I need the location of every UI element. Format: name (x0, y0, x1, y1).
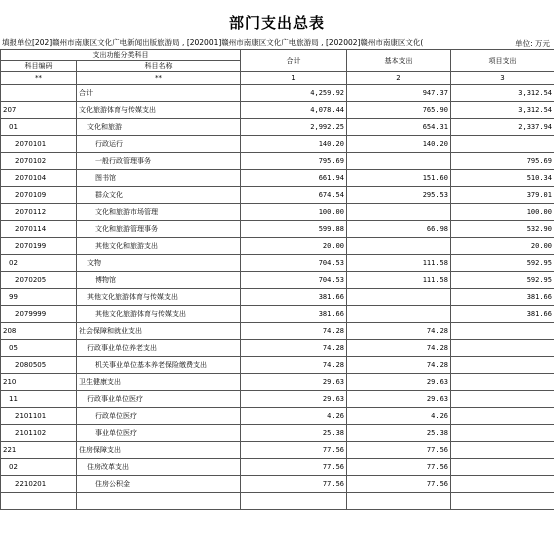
row-project: 795.69 (451, 153, 554, 170)
row-name: 博物馆 (77, 272, 241, 289)
row-project: 100.00 (451, 204, 554, 221)
expenditure-table (0, 49, 554, 510)
row-project: 592.95 (451, 255, 554, 272)
row-code: 208 (1, 323, 77, 340)
row-total: 704.53 (241, 272, 347, 289)
row-name: 一般行政管理事务 (77, 153, 241, 170)
row-project (451, 459, 554, 476)
row-code: 2070102 (1, 153, 77, 170)
report-title: 部门支出总表 (228, 14, 325, 32)
row-basic (347, 306, 451, 323)
row-project (451, 476, 554, 493)
header-star-code: ** (1, 72, 77, 85)
row-project: 532.90 (451, 221, 554, 238)
row-basic: 111.58 (347, 255, 451, 272)
row-basic: 4.26 (347, 408, 451, 425)
row-basic: 140.20 (347, 136, 451, 153)
row-code: 221 (1, 442, 77, 459)
header-col-1: 1 (241, 72, 347, 85)
table-row (1, 170, 554, 187)
row-name: 卫生健康支出 (77, 374, 241, 391)
row-basic: 29.63 (347, 374, 451, 391)
row-basic: 295.53 (347, 187, 451, 204)
table-row (1, 272, 554, 289)
row-total: 381.66 (241, 289, 347, 306)
table-row (1, 425, 554, 442)
row-total: 674.54 (241, 187, 347, 204)
row-project: 510.34 (451, 170, 554, 187)
table-row (1, 255, 554, 272)
header-project: 项目支出 (451, 50, 554, 72)
row-code (1, 85, 77, 102)
row-total (241, 493, 347, 510)
row-name: 合计 (77, 85, 241, 102)
row-total: 29.63 (241, 374, 347, 391)
row-basic: 77.56 (347, 476, 451, 493)
header-basic: 基本支出 (347, 50, 451, 72)
row-name: 文化和旅游 (77, 119, 241, 136)
row-basic (347, 238, 451, 255)
row-total: 4,078.44 (241, 102, 347, 119)
row-total: 661.94 (241, 170, 347, 187)
row-code: 2070101 (1, 136, 77, 153)
row-project (451, 425, 554, 442)
row-name: 事业单位医疗 (77, 425, 241, 442)
row-code: 207 (1, 102, 77, 119)
row-basic: 111.58 (347, 272, 451, 289)
header-total: 合计 (241, 50, 347, 72)
row-basic: 74.28 (347, 357, 451, 374)
row-project (451, 340, 554, 357)
row-basic: 77.56 (347, 442, 451, 459)
row-basic: 947.37 (347, 85, 451, 102)
row-code: 01 (1, 119, 77, 136)
row-total: 77.56 (241, 476, 347, 493)
row-code: 2080505 (1, 357, 77, 374)
row-project (451, 357, 554, 374)
row-project (451, 493, 554, 510)
row-code: 2210201 (1, 476, 77, 493)
row-name: 行政运行 (77, 136, 241, 153)
row-project (451, 391, 554, 408)
header-code: 科目编码 (1, 61, 77, 72)
table-row (1, 153, 554, 170)
row-basic: 74.28 (347, 323, 451, 340)
row-project (451, 136, 554, 153)
row-total: 704.53 (241, 255, 347, 272)
row-name: 文化和旅游管理事务 (77, 221, 241, 238)
row-total: 140.20 (241, 136, 347, 153)
row-total: 599.88 (241, 221, 347, 238)
row-name: 文化旅游体育与传媒支出 (77, 102, 241, 119)
row-basic (347, 153, 451, 170)
row-basic (347, 204, 451, 221)
row-name: 行政单位医疗 (77, 408, 241, 425)
row-code: 2101102 (1, 425, 77, 442)
row-code: 2079999 (1, 306, 77, 323)
row-name: 文物 (77, 255, 241, 272)
row-basic: 29.63 (347, 391, 451, 408)
row-name: 其他文化旅游体育与传媒支出 (77, 306, 241, 323)
row-code: 02 (1, 459, 77, 476)
row-name: 群众文化 (77, 187, 241, 204)
row-basic: 66.98 (347, 221, 451, 238)
table-row (1, 85, 554, 102)
row-project: 381.66 (451, 306, 554, 323)
row-code: 02 (1, 255, 77, 272)
row-basic: 765.90 (347, 102, 451, 119)
row-basic: 74.28 (347, 340, 451, 357)
header-name: 科目名称 (77, 61, 241, 72)
row-code: 05 (1, 340, 77, 357)
row-code: 2070114 (1, 221, 77, 238)
row-total: 381.66 (241, 306, 347, 323)
row-total: 4.26 (241, 408, 347, 425)
row-project (451, 442, 554, 459)
row-total: 795.69 (241, 153, 347, 170)
table-row (1, 476, 554, 493)
row-code (1, 493, 77, 510)
table-row (1, 459, 554, 476)
row-name: 行政事业单位医疗 (77, 391, 241, 408)
header-col-3: 3 (451, 72, 554, 85)
row-project (451, 323, 554, 340)
row-project: 381.66 (451, 289, 554, 306)
table-row (1, 306, 554, 323)
report-meta-line (2, 37, 554, 49)
currency-unit-label: 单位: 万元 (515, 39, 550, 48)
row-name: 住房改革支出 (77, 459, 241, 476)
row-project (451, 374, 554, 391)
row-basic (347, 289, 451, 306)
row-total: 74.28 (241, 357, 347, 374)
table-row (1, 187, 554, 204)
row-basic: 654.31 (347, 119, 451, 136)
row-code: 11 (1, 391, 77, 408)
row-name: 其他文化和旅游支出 (77, 238, 241, 255)
table-row (1, 221, 554, 238)
row-code: 210 (1, 374, 77, 391)
table-row (1, 442, 554, 459)
row-basic: 77.56 (347, 459, 451, 476)
row-total: 77.56 (241, 459, 347, 476)
row-code: 2070112 (1, 204, 77, 221)
row-project: 592.95 (451, 272, 554, 289)
row-name: 文化和旅游市场管理 (77, 204, 241, 221)
table-row (1, 357, 554, 374)
row-project: 379.01 (451, 187, 554, 204)
row-project: 3,312.54 (451, 85, 554, 102)
table-row (1, 119, 554, 136)
row-project: 20.00 (451, 238, 554, 255)
row-total: 100.00 (241, 204, 347, 221)
row-code: 99 (1, 289, 77, 306)
row-name: 住房公积金 (77, 476, 241, 493)
table-row (1, 391, 554, 408)
row-name: 行政事业单位养老支出 (77, 340, 241, 357)
row-total: 29.63 (241, 391, 347, 408)
row-name (77, 493, 241, 510)
table-row (1, 340, 554, 357)
table-row (1, 493, 554, 510)
row-total: 77.56 (241, 442, 347, 459)
table-row (1, 408, 554, 425)
row-project: 2,337.94 (451, 119, 554, 136)
row-code: 2070199 (1, 238, 77, 255)
row-project (451, 408, 554, 425)
row-total: 25.38 (241, 425, 347, 442)
row-code: 2070205 (1, 272, 77, 289)
table-body (1, 85, 554, 510)
header-function-group: 支出功能分类科目 (1, 50, 241, 61)
header-col-2: 2 (347, 72, 451, 85)
row-code: 2070109 (1, 187, 77, 204)
row-name: 图书馆 (77, 170, 241, 187)
row-basic (347, 493, 451, 510)
table-row (1, 102, 554, 119)
reporting-unit-label: 填报单位[202]赣州市南康区文化广电新闻出版旅游局 , [202001]赣州市南康区文化广电旅游局 , [202002]赣州市南康区文化( (2, 38, 424, 47)
row-basic: 25.38 (347, 425, 451, 442)
row-total: 74.28 (241, 340, 347, 357)
table-row (1, 204, 554, 221)
row-total: 2,992.25 (241, 119, 347, 136)
table-row (1, 374, 554, 391)
row-name: 机关事业单位基本养老保险缴费支出 (77, 357, 241, 374)
row-code: 2101101 (1, 408, 77, 425)
row-total: 4,259.92 (241, 85, 347, 102)
table-row (1, 289, 554, 306)
row-project: 3,312.54 (451, 102, 554, 119)
row-code: 2070104 (1, 170, 77, 187)
table-row (1, 136, 554, 153)
header-star-name: ** (77, 72, 241, 85)
table-row (1, 238, 554, 255)
row-name: 住房保障支出 (77, 442, 241, 459)
table-row (1, 323, 554, 340)
row-basic: 151.60 (347, 170, 451, 187)
row-name: 其他文化旅游体育与传媒支出 (77, 289, 241, 306)
row-name: 社会保障和就业支出 (77, 323, 241, 340)
row-total: 20.00 (241, 238, 347, 255)
row-total: 74.28 (241, 323, 347, 340)
